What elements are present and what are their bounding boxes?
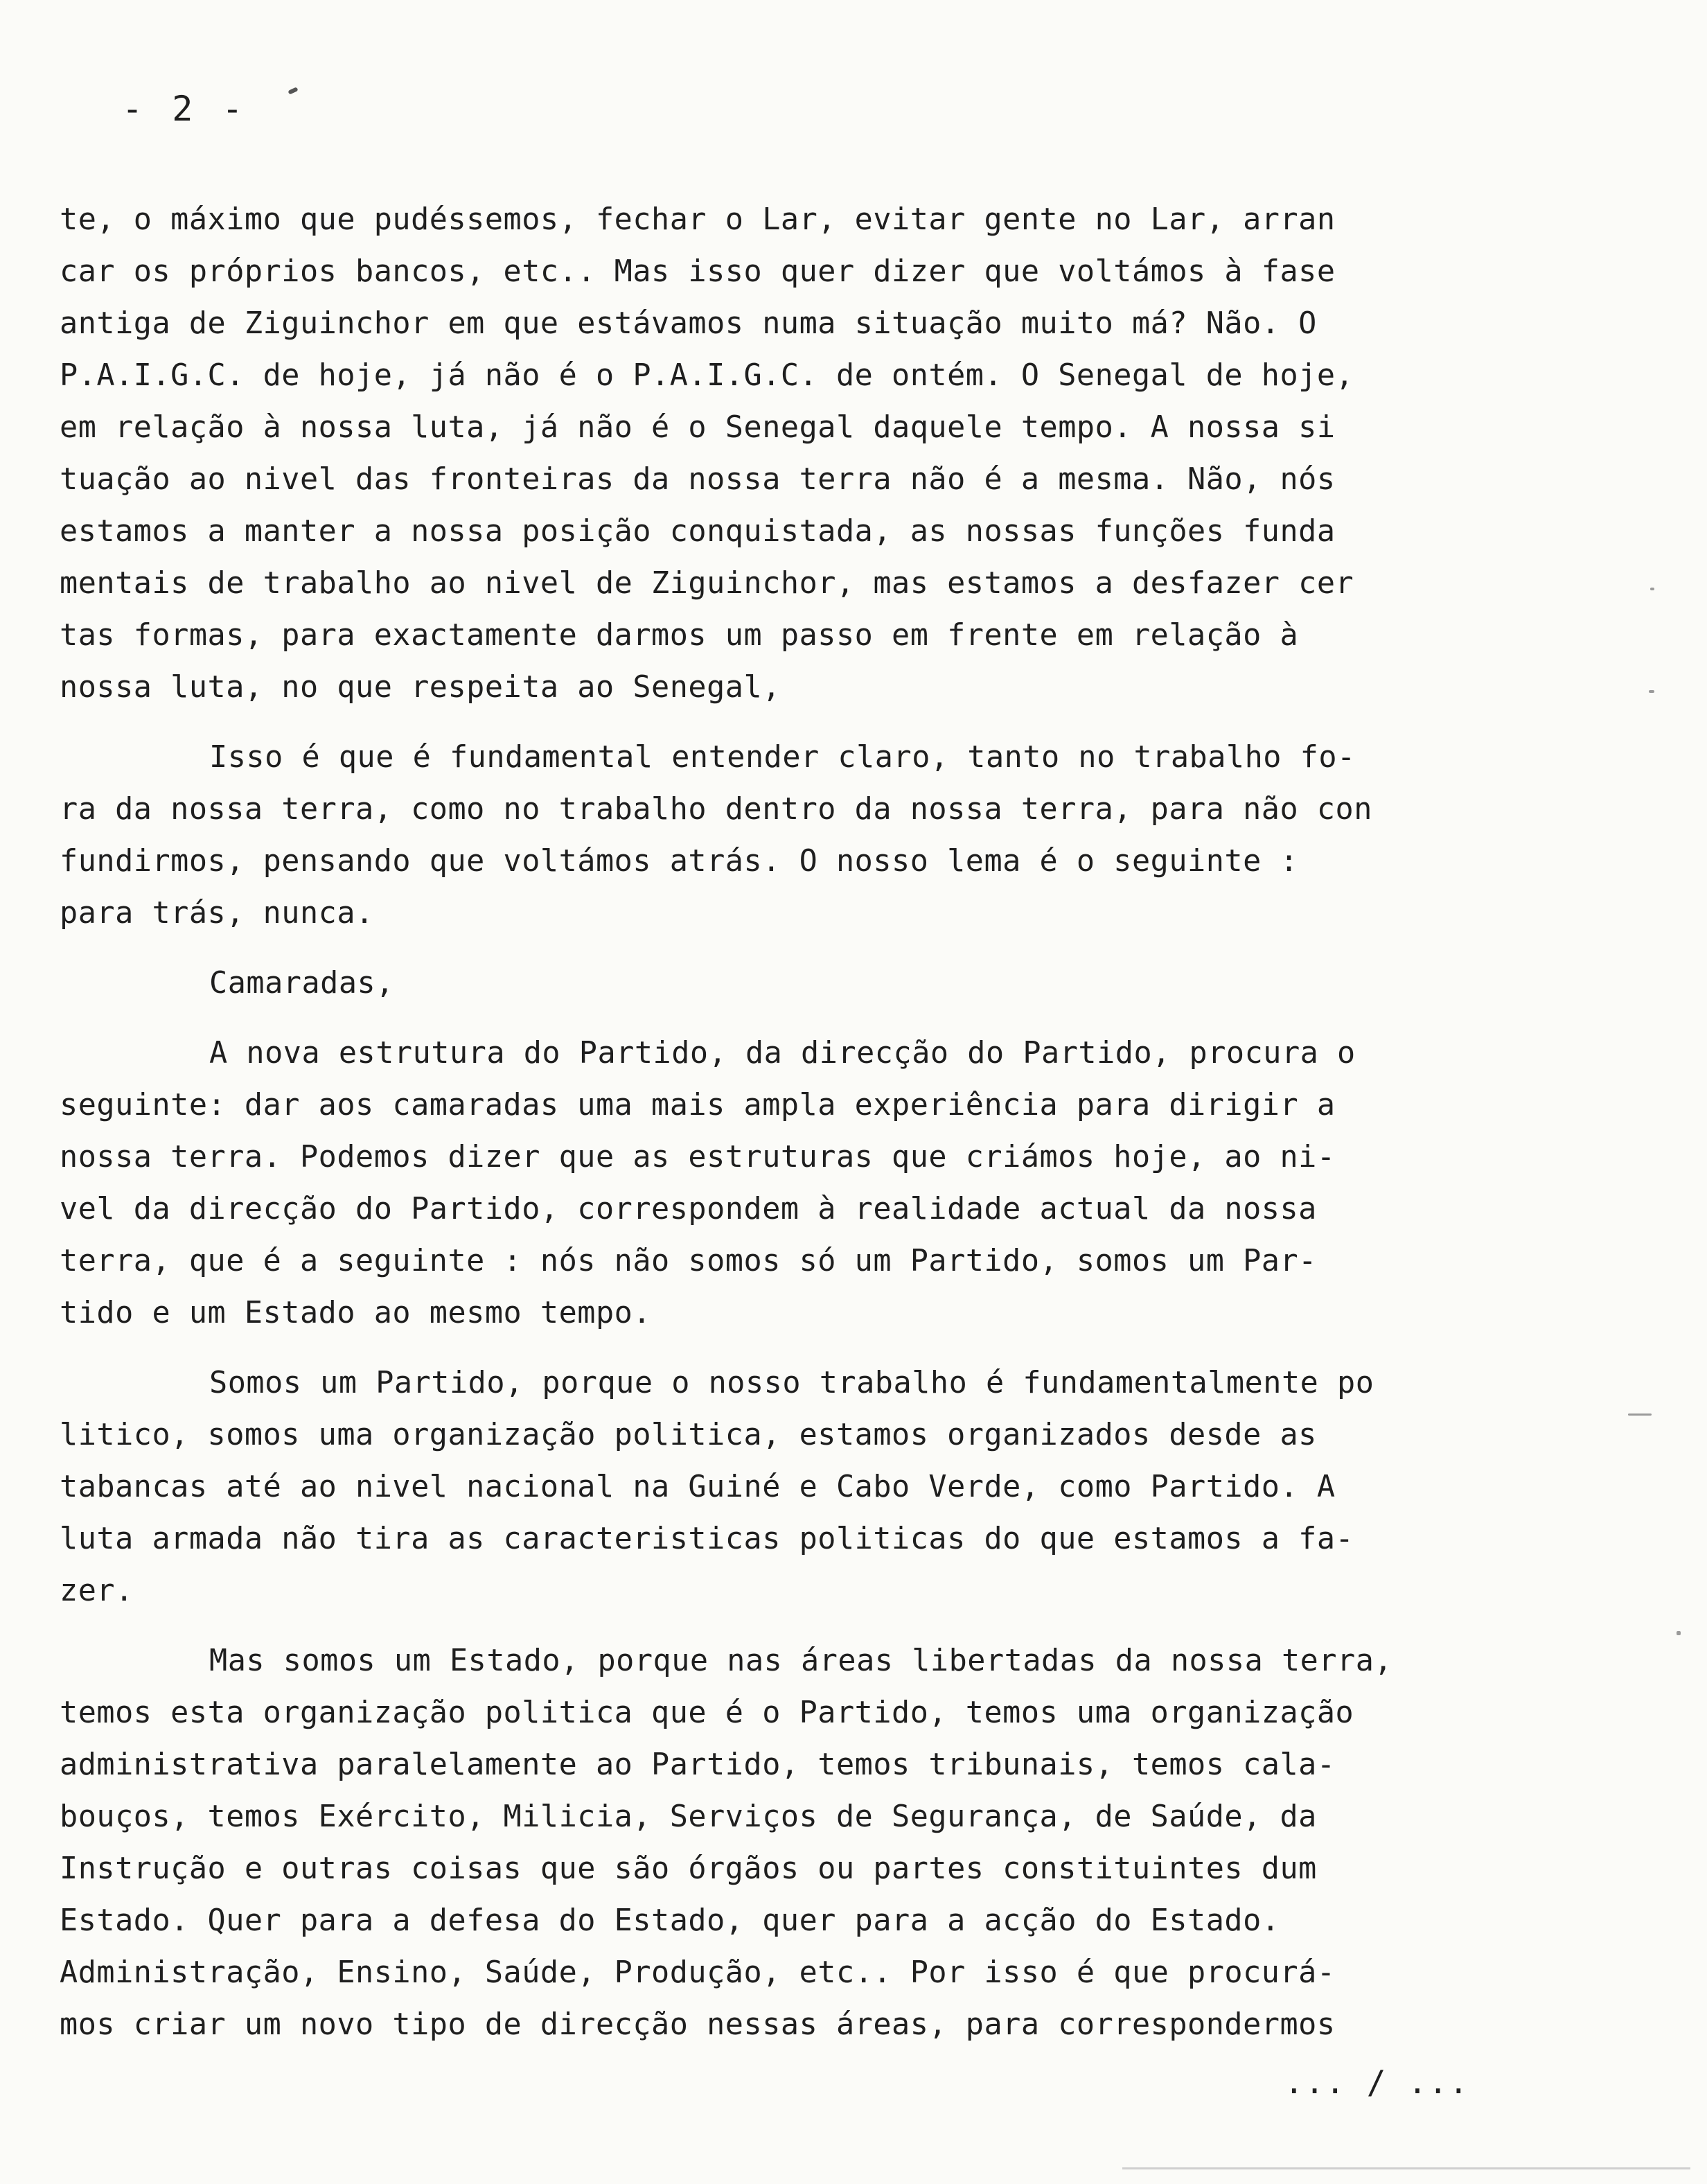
page-number: - 2 -: [122, 89, 247, 129]
text-line: Instrução e outras coisas que são órgãos ou partes constituintes dum: [60, 1851, 1317, 1886]
paragraph: [60, 1635, 1556, 2051]
text-line: temos esta organização politica que é o Partido, temos uma organização: [60, 1696, 1354, 1730]
margin-speck: [1650, 588, 1654, 590]
text-line: estamos a manter a nossa posição conquistada, as nossas funções funda: [60, 514, 1336, 549]
paragraph-gap: [60, 1010, 1556, 1028]
text-line: nossa terra. Podemos dizer que as estruturas que criámos hoje, ao ni-: [60, 1140, 1336, 1174]
text-line: vel da direcção do Partido, correspondem à realidade actual da nossa: [60, 1192, 1317, 1226]
paragraph-gap: [60, 1617, 1556, 1635]
paragraph: [60, 732, 1556, 940]
text-line: administrativa paralelamente ao Partido, temos tribunais, temos cala-: [60, 1747, 1336, 1782]
text-line: bouços, temos Exército, Milicia, Serviços de Segurança, de Saúde, da: [60, 1799, 1317, 1834]
margin-speck: [1628, 1414, 1652, 1416]
text-line: tido e um Estado ao mesmo tempo.: [60, 1296, 652, 1330]
text-line: em relação à nossa luta, já não é o Senegal daquele tempo. A nossa si: [60, 410, 1336, 445]
text-line: litico, somos uma organização politica, estamos organizados desde as: [60, 1418, 1317, 1452]
paragraph-gap: [60, 940, 1556, 958]
text-line: Mas somos um Estado, porque nas áreas libertadas da nossa terra,: [209, 1644, 1393, 1678]
paragraph-gap: [60, 714, 1556, 732]
text-line: tas formas, para exactamente darmos um passo em frente em relação à: [60, 618, 1299, 653]
text-line: car os próprios bancos, etc.. Mas isso quer dizer que voltámos à fase: [60, 254, 1336, 289]
text-line: P.A.I.G.C. de hoje, já não é o P.A.I.G.C. de ontém. O Senegal de hoje,: [60, 358, 1354, 393]
typewritten-body: [60, 194, 1556, 2051]
text-line: Somos um Partido, porque o nosso trabalho é fundamentalmente po: [209, 1366, 1374, 1400]
text-line: tabancas até ao nivel nacional na Guiné e Cabo Verde, como Partido. A: [60, 1470, 1336, 1504]
text-line: seguinte: dar aos camaradas uma mais ampla experiência para dirigir a: [60, 1088, 1336, 1122]
text-line: nossa luta, no que respeita ao Senegal,: [60, 670, 781, 705]
paragraph: [60, 958, 1556, 1010]
text-line: Camaradas,: [209, 966, 394, 1001]
paragraph: [60, 1028, 1556, 1339]
text-line: antiga de Ziguinchor em que estávamos numa situação muito má? Não. O: [60, 306, 1317, 341]
margin-speck: [1649, 690, 1654, 693]
text-line: fundirmos, pensando que voltámos atrás. O nosso lema é o seguinte :: [60, 844, 1299, 879]
scan-edge-line: [1122, 2167, 1690, 2169]
margin-speck: [1677, 1631, 1681, 1635]
text-line: tuação ao nivel das fronteiras da nossa terra não é a mesma. Não, nós: [60, 462, 1336, 497]
text-line: Estado. Quer para a defesa do Estado, quer para a acção do Estado.: [60, 1903, 1280, 1938]
paragraph: [60, 194, 1556, 714]
text-line: terra, que é a seguinte : nós não somos só um Partido, somos um Par-: [60, 1244, 1317, 1278]
text-line: para trás, nunca.: [60, 896, 374, 931]
stray-ink-mark: [288, 87, 298, 94]
text-line: A nova estrutura do Partido, da direcção do Partido, procura o: [209, 1036, 1356, 1071]
paragraph-gap: [60, 1339, 1556, 1357]
text-line: Administração, Ensino, Saúde, Produção, etc.. Por isso é que procurá-: [60, 1955, 1336, 1990]
continuation-marker: ... / ...: [1284, 2063, 1470, 2101]
text-line: luta armada não tira as caracteristicas politicas do que estamos a fa-: [60, 1522, 1354, 1556]
text-line: Isso é que é fundamental entender claro, tanto no trabalho fo-: [209, 740, 1356, 775]
text-line: ra da nossa terra, como no trabalho dentro da nossa terra, para não con: [60, 792, 1372, 827]
paragraph: [60, 1357, 1556, 1617]
text-line: te, o máximo que pudéssemos, fechar o Lar, evitar gente no Lar, arran: [60, 202, 1336, 237]
text-line: mentais de trabalho ao nivel de Ziguinchor, mas estamos a desfazer cer: [60, 566, 1354, 601]
text-line: zer.: [60, 1574, 134, 1608]
text-line: mos criar um novo tipo de direcção nessas áreas, para correspondermos: [60, 2007, 1336, 2042]
